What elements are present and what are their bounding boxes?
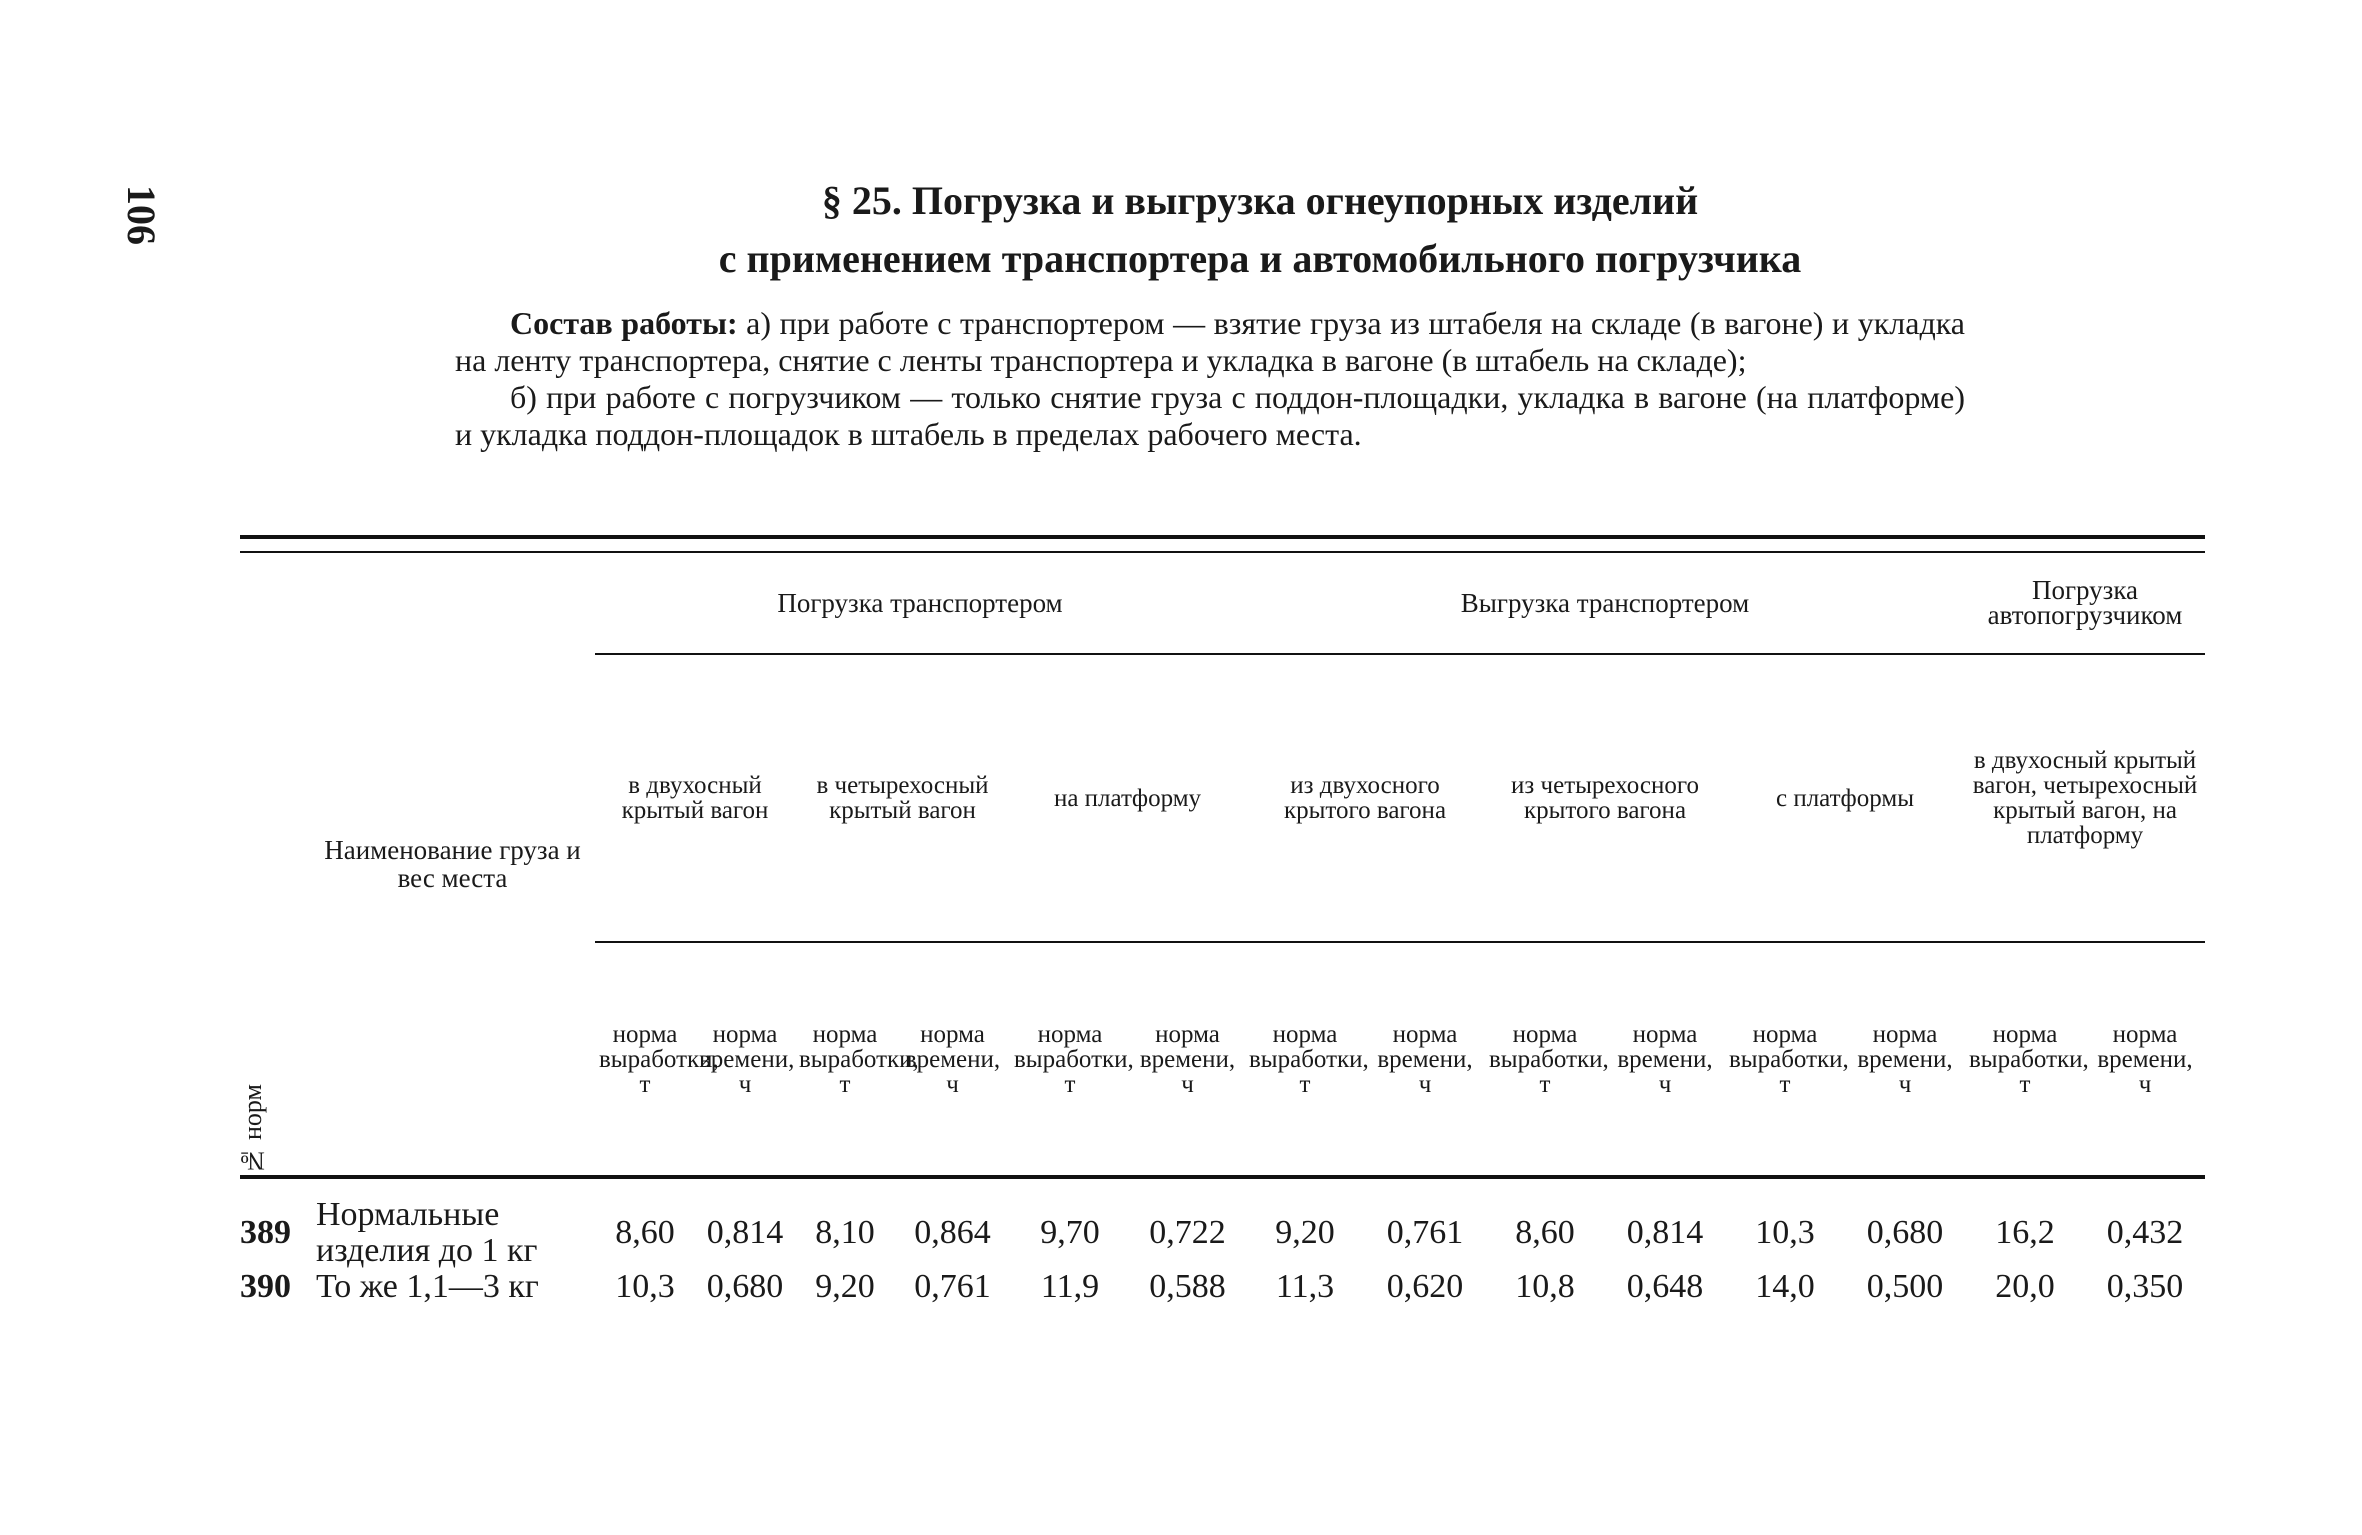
page-number: 106 bbox=[119, 185, 164, 245]
unit-time: норма времени, ч bbox=[1857, 1020, 1953, 1098]
cell-value: 11,9 bbox=[1040, 1268, 1100, 1305]
work-lead: Состав работы: bbox=[510, 305, 738, 341]
cell-value: 0,761 bbox=[914, 1268, 991, 1305]
cell-value: 8,60 bbox=[1515, 1214, 1575, 1251]
unit-time: норма времени, ч bbox=[904, 1020, 1001, 1098]
cell-value: 0,350 bbox=[2106, 1268, 2184, 1305]
subgroup-from-4axle-wagon: из четырехосного крытого вагона bbox=[1485, 654, 1725, 942]
subgroup-from-platform: с платформы bbox=[1725, 654, 1965, 942]
cell-value: 0,814 bbox=[706, 1214, 784, 1251]
subgroup-platform: на платформу bbox=[1010, 654, 1245, 942]
unit-output: норма выработки, т bbox=[599, 1020, 719, 1098]
subgroup-4axle-wagon: в четырехосный крытый вагон bbox=[795, 654, 1010, 942]
unit-output: норма выработки, т bbox=[799, 1020, 919, 1098]
unit-time: норма времени, ч bbox=[1377, 1020, 1473, 1098]
cell-value: 0,620 bbox=[1386, 1268, 1464, 1305]
table-row bbox=[240, 1197, 2205, 1269]
cell-value: 0,588 bbox=[1149, 1268, 1226, 1305]
cell-value: 8,60 bbox=[615, 1214, 675, 1251]
group-loading-conveyor: Погрузка транспортером bbox=[595, 552, 1245, 654]
cell-value: 0,814 bbox=[1626, 1214, 1704, 1251]
group-unloading-conveyor: Выгрузка транспортером bbox=[1245, 552, 1965, 654]
cell-value: 0,432 bbox=[2106, 1214, 2184, 1251]
col-num-header: № норм bbox=[238, 1083, 267, 1175]
cell-value: 9,70 bbox=[1040, 1214, 1100, 1251]
unit-output: норма выработки, т bbox=[1014, 1020, 1134, 1098]
unit-output: норма выработки, т bbox=[1249, 1020, 1369, 1098]
col-name-header: Наименование груза и вес места bbox=[324, 835, 581, 893]
row-name: То же 1,1—3 кг bbox=[316, 1268, 539, 1305]
unit-output: норма выработки, т bbox=[1489, 1020, 1609, 1098]
subgroup-from-2axle-wagon: из двухосного крытого вагона bbox=[1245, 654, 1485, 942]
cell-value: 0,500 bbox=[1866, 1268, 1944, 1305]
title-line-2: с применением транспортера и автомобильного погрузчика bbox=[718, 236, 1802, 281]
cell-value: 14,0 bbox=[1755, 1268, 1815, 1305]
cell-value: 9,20 bbox=[815, 1268, 875, 1305]
norms-table bbox=[240, 535, 2205, 1385]
cell-value: 11,3 bbox=[1275, 1268, 1335, 1305]
cell-value: 0,864 bbox=[914, 1214, 991, 1251]
cell-value: 10,3 bbox=[615, 1268, 675, 1305]
subgroup-forklift-all: в двухосный крытый вагон, четырехосный крытый вагон, на платформу bbox=[1965, 654, 2205, 942]
cell-value: 20,0 bbox=[1995, 1268, 2055, 1305]
work-part-b: б) при работе с погрузчиком — только снятие груза с поддон-площадки, укладка в вагоне (на платформе) и укладка поддон-площадок в штабель в пределах рабочего места. bbox=[455, 379, 1965, 452]
group-loading-forklift: Погрузка автопогрузчиком bbox=[1965, 552, 2205, 654]
cell-value: 9,20 bbox=[1275, 1214, 1335, 1251]
cell-value: 0,680 bbox=[706, 1268, 784, 1305]
work-part-a: а) при работе с транспортером — взятие груза из штабеля на складе (в вагоне) и укладка на ленту транспортера, снятие с ленты транспортера и укладка в вагоне (в штабель на складе); bbox=[455, 305, 1965, 378]
cell-value: 0,761 bbox=[1386, 1214, 1464, 1251]
table-row bbox=[240, 1269, 2205, 1305]
row-num: 389 bbox=[240, 1214, 291, 1251]
section-title bbox=[560, 172, 1960, 288]
work-description bbox=[455, 305, 1965, 453]
cell-value: 10,3 bbox=[1755, 1214, 1815, 1251]
row-num: 390 bbox=[240, 1268, 291, 1305]
unit-output: норма выработки, т bbox=[1969, 1020, 2089, 1098]
unit-output: норма выработки, т bbox=[1729, 1020, 1849, 1098]
cell-value: 0,722 bbox=[1149, 1214, 1226, 1251]
unit-time: норма времени, ч bbox=[1617, 1020, 1713, 1098]
cell-value: 10,8 bbox=[1515, 1268, 1575, 1305]
unit-time: норма времени, ч bbox=[699, 1020, 795, 1098]
cell-value: 8,10 bbox=[815, 1214, 875, 1251]
unit-time: норма времени, ч bbox=[1139, 1020, 1236, 1098]
cell-value: 0,648 bbox=[1626, 1268, 1704, 1305]
title-line-1: § 25. Погрузка и выгрузка огнеупорных изделий bbox=[821, 178, 1699, 223]
row-name: Нормальные изделия до 1 кг bbox=[316, 1196, 538, 1269]
cell-value: 0,680 bbox=[1866, 1214, 1944, 1251]
unit-time: норма времени, ч bbox=[2097, 1020, 2193, 1098]
cell-value: 16,2 bbox=[1995, 1214, 2055, 1251]
subgroup-2axle-wagon: в двухосный крытый вагон bbox=[595, 654, 795, 942]
